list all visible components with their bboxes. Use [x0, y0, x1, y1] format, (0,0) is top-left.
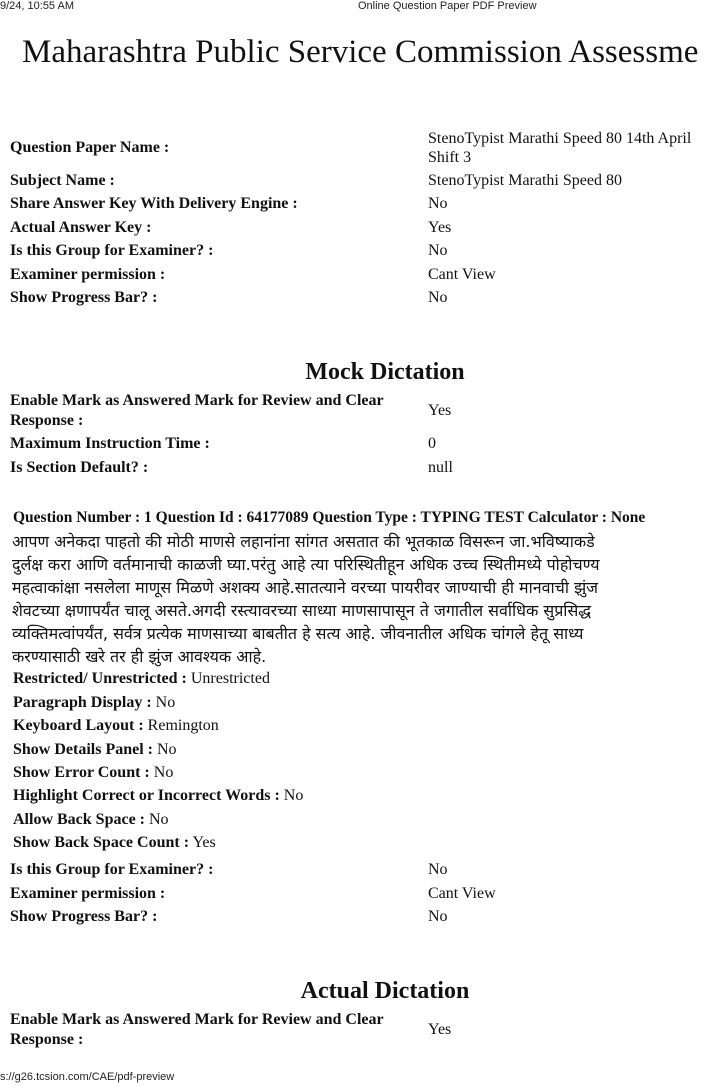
option-label: Show Back Space Count :	[13, 834, 190, 851]
option-value: Unrestricted	[190, 670, 270, 687]
section-default-label: Is Section Default? :	[10, 459, 149, 476]
option-label: Restricted/ Unrestricted :	[13, 670, 187, 687]
max-instruction-time-value: 0	[428, 435, 436, 452]
question-paper-name-value-line1: StenoTypist Marathi Speed 80 14th April	[428, 130, 692, 147]
show-progress-bar-label: Show Progress Bar? :	[10, 289, 158, 306]
subject-name-value: StenoTypist Marathi Speed 80	[428, 172, 622, 189]
question-group-examiner-label: Is this Group for Examiner? :	[10, 861, 214, 878]
share-answer-key-label: Share Answer Key With Delivery Engine :	[10, 195, 298, 212]
actual-answer-key-value: Yes	[428, 219, 452, 236]
option-keyboard-layout	[13, 717, 219, 735]
max-instruction-time-label: Maximum Instruction Time :	[10, 435, 210, 452]
actual-answer-key-label: Actual Answer Key :	[10, 219, 152, 236]
page-title: Maharashtra Public Service Commission Assessme	[22, 34, 699, 70]
option-label: Allow Back Space :	[13, 811, 145, 828]
option-show-back-space-count	[13, 834, 216, 852]
option-value: No	[155, 694, 176, 711]
question-examiner-permission-label: Examiner permission :	[10, 885, 166, 902]
question-paper-name-value-line2: Shift 3	[428, 149, 472, 166]
option-restricted	[13, 670, 270, 688]
print-header	[0, 0, 712, 14]
print-url: s://g26.tcsion.com/CAE/pdf-preview	[0, 1071, 175, 1083]
actual-enable-mark-value: Yes	[428, 1021, 452, 1038]
typing-passage	[12, 530, 712, 668]
passage-line: व्यक्तिमत्वांपर्यंत, सर्वत्र प्रत्येक माणसाच्या बाबतीत हे सत्य आहे. जीवनातील अधिक चांगले हेतू साध्य	[12, 624, 584, 643]
option-value: No	[283, 787, 304, 804]
option-allow-back-space	[13, 811, 169, 829]
option-highlight-words	[13, 787, 303, 805]
subject-name-label: Subject Name :	[10, 172, 115, 189]
mock-enable-mark-label-line1: Enable Mark as Answered Mark for Review and Clear	[10, 392, 384, 409]
actual-enable-mark-label-line1: Enable Mark as Answered Mark for Review and Clear	[10, 1011, 384, 1028]
option-value: No	[157, 741, 177, 758]
option-value: Yes	[192, 834, 216, 851]
print-footer	[0, 1070, 712, 1086]
option-show-details-panel	[13, 741, 177, 759]
option-label: Show Details Panel :	[13, 741, 153, 758]
group-for-examiner-value: No	[428, 242, 448, 259]
show-progress-bar-value: No	[428, 289, 448, 306]
option-label: Show Error Count :	[13, 764, 150, 781]
option-label: Paragraph Display :	[13, 694, 152, 711]
option-paragraph-display	[13, 694, 175, 712]
examiner-permission-value: Cant View	[428, 266, 496, 283]
question-show-progress-bar-label: Show Progress Bar? :	[10, 908, 158, 925]
share-answer-key-value: No	[428, 195, 448, 212]
option-label: Keyboard Layout :	[13, 717, 144, 734]
print-page-title: Online Question Paper PDF Preview	[358, 0, 537, 12]
question-group-examiner-value: No	[428, 861, 448, 878]
passage-line: आपण अनेकदा पाहतो की मोठी माणसे लहानांना सांगत असतात की भूतकाळ विसरून जा.भविष्याकडे	[12, 532, 595, 551]
option-value: Remington	[147, 717, 219, 734]
print-datetime: 9/24, 10:55 AM	[0, 0, 74, 12]
mock-enable-mark-value: Yes	[428, 402, 452, 419]
option-value: No	[153, 764, 174, 781]
actual-dictation-title: Actual Dictation	[300, 978, 470, 1004]
question-examiner-permission-value: Cant View	[428, 885, 496, 902]
examiner-permission-label: Examiner permission :	[10, 266, 166, 283]
group-for-examiner-label: Is this Group for Examiner? :	[10, 242, 214, 259]
question-paper-name-label: Question Paper Name :	[10, 139, 170, 156]
passage-line: महत्वाकांक्षा नसलेला माणूस मिळणे अशक्य आहे.सातत्याने वरच्या पायरीवर जाण्याची ही मानवाची झुंज	[12, 578, 599, 597]
actual-enable-mark-label-line2: Response :	[10, 1031, 84, 1048]
question-show-progress-bar-value: No	[428, 908, 448, 925]
question-header: Question Number : 1 Question Id : 64177089 Question Type : TYPING TEST Calculator : None	[13, 509, 646, 526]
passage-line: शेवटच्या क्षणापर्यंत चालू असते.अगदी रस्त्यावरच्या साध्या माणसापासून ते जगातील सर्वाधिक सुप्रसिद्ध	[12, 601, 592, 620]
mock-dictation-title: Mock Dictation	[305, 359, 465, 385]
option-show-error-count	[13, 764, 173, 782]
passage-line: दुर्लक्ष करा आणि वर्तमानाची काळजी घ्या.परंतु आहे त्या परिस्थितीहून अधिक उच्च स्थितीमध्ये पोहोचण्य	[12, 555, 600, 574]
option-label: Highlight Correct or Incorrect Words :	[13, 787, 280, 804]
mock-enable-mark-label-line2: Response :	[10, 412, 84, 429]
section-default-value: null	[428, 459, 453, 476]
option-value: No	[149, 811, 169, 828]
passage-line: करण्यासाठी खरे तर ही झुंज आवश्यक आहे.	[12, 647, 267, 666]
